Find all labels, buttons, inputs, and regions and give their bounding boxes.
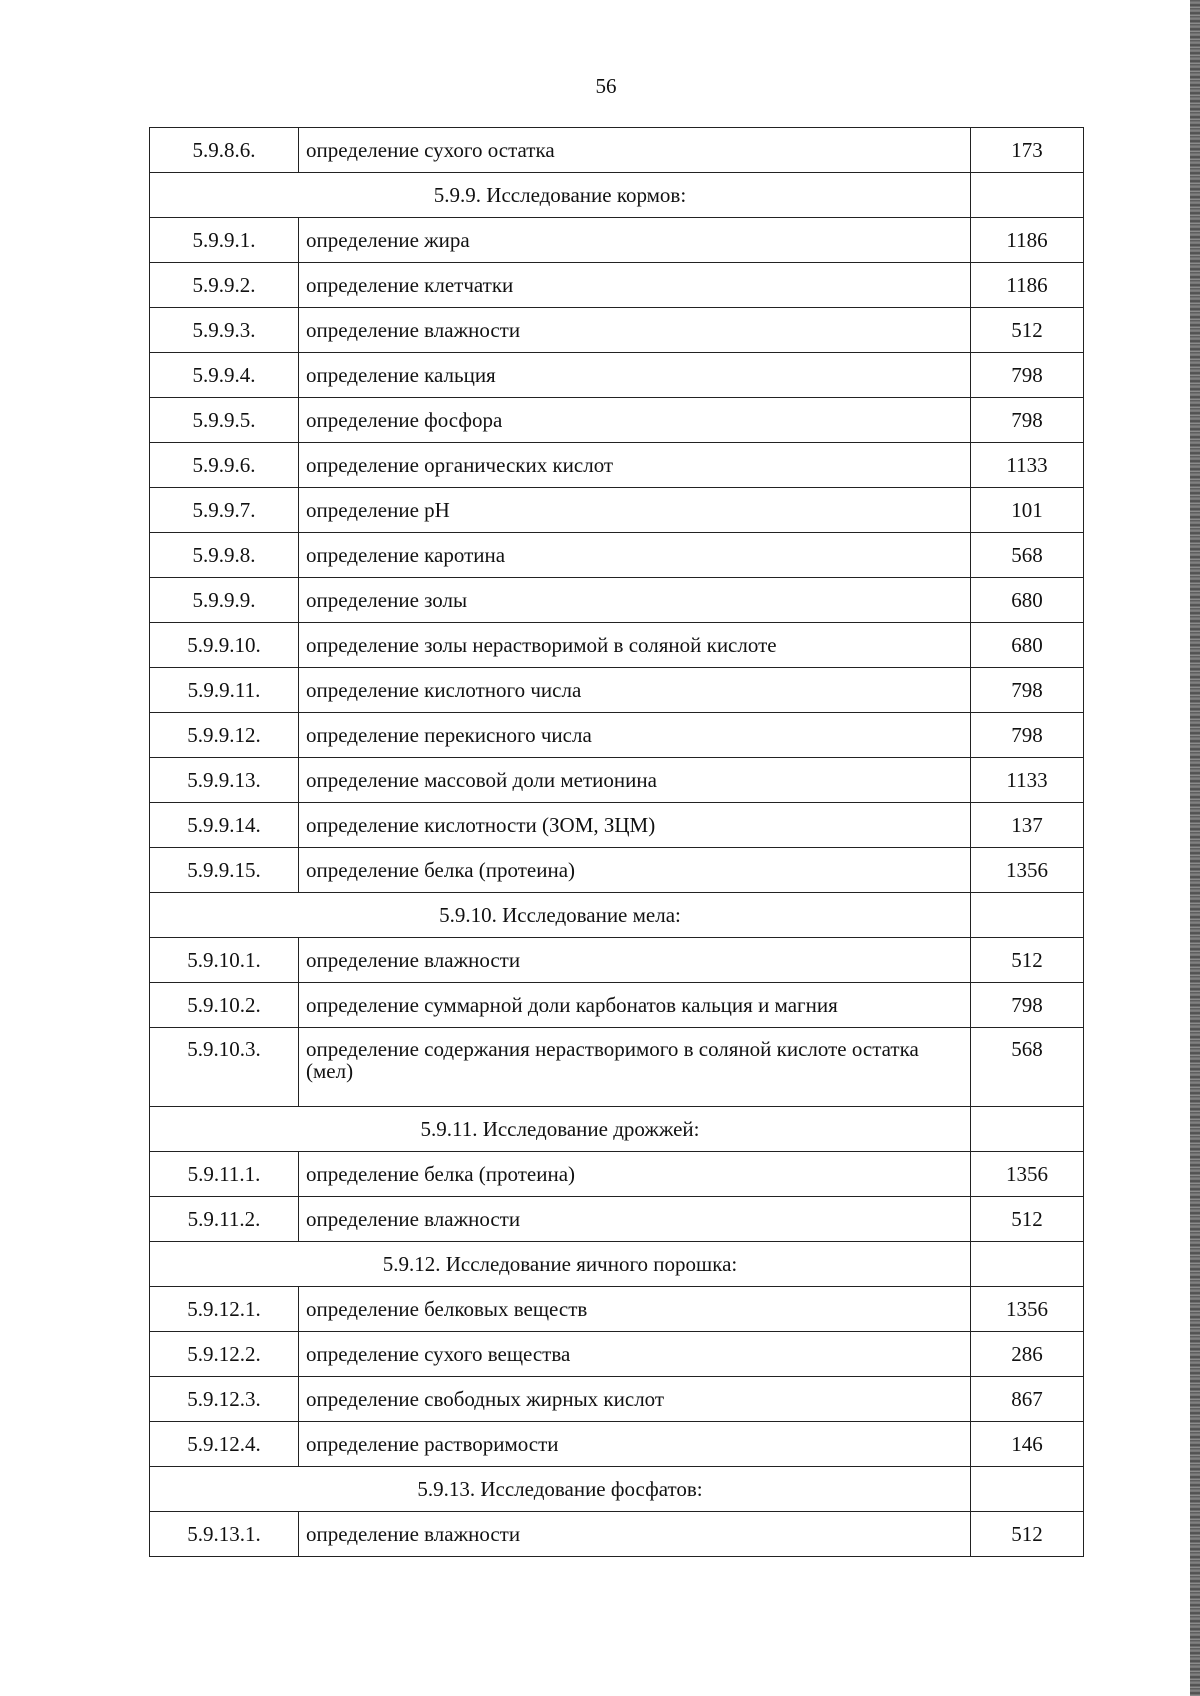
item-name: определение кислотности (ЗОМ, ЗЦМ) <box>299 803 971 848</box>
item-price: 867 <box>971 1377 1084 1422</box>
item-price: 568 <box>971 533 1084 578</box>
item-name: определение суммарной доли карбонатов кальция и магния <box>299 983 971 1028</box>
table-row <box>150 938 1084 983</box>
item-name: определение свободных жирных кислот <box>299 1377 971 1422</box>
item-price: 1356 <box>971 1287 1084 1332</box>
item-price: 798 <box>971 353 1084 398</box>
table-row <box>150 128 1084 173</box>
item-price: 101 <box>971 488 1084 533</box>
item-name: определение золы нерастворимой в соляной кислоте <box>299 623 971 668</box>
item-price: 798 <box>971 983 1084 1028</box>
item-name: определение сухого остатка <box>299 128 971 173</box>
section-row <box>150 1107 1084 1152</box>
table-row <box>150 1512 1084 1557</box>
item-name: определение сухого вещества <box>299 1332 971 1377</box>
item-name: определение влажности <box>299 1512 971 1557</box>
item-code: 5.9.9.12. <box>150 713 299 758</box>
item-price: 1133 <box>971 443 1084 488</box>
item-price: 680 <box>971 578 1084 623</box>
item-name: определение кислотного числа <box>299 668 971 713</box>
table-row <box>150 803 1084 848</box>
table-row <box>150 668 1084 713</box>
item-code: 5.9.9.9. <box>150 578 299 623</box>
item-name: определение золы <box>299 578 971 623</box>
item-name: определение клетчатки <box>299 263 971 308</box>
item-price: 512 <box>971 308 1084 353</box>
item-name: определение влажности <box>299 938 971 983</box>
item-code: 5.9.12.1. <box>150 1287 299 1332</box>
price-table <box>149 127 1084 1557</box>
item-code: 5.9.9.8. <box>150 533 299 578</box>
section-title: 5.9.13. Исследование фосфатов: <box>150 1467 971 1512</box>
item-price: 1133 <box>971 758 1084 803</box>
item-code: 5.9.12.4. <box>150 1422 299 1467</box>
item-code: 5.9.9.4. <box>150 353 299 398</box>
item-code: 5.9.9.11. <box>150 668 299 713</box>
item-price: 1356 <box>971 848 1084 893</box>
section-price-cell <box>971 1467 1084 1512</box>
item-code: 5.9.12.3. <box>150 1377 299 1422</box>
item-code: 5.9.8.6. <box>150 128 299 173</box>
item-name: определение влажности <box>299 1197 971 1242</box>
section-price-cell <box>971 173 1084 218</box>
item-code: 5.9.13.1. <box>150 1512 299 1557</box>
item-code: 5.9.9.3. <box>150 308 299 353</box>
page-number: 56 <box>595 74 617 98</box>
item-name: определение белка (протеина) <box>299 848 971 893</box>
item-code: 5.9.9.10. <box>150 623 299 668</box>
item-code: 5.9.9.14. <box>150 803 299 848</box>
table-row <box>150 1028 1084 1107</box>
item-price: 173 <box>971 128 1084 173</box>
table-row <box>150 1152 1084 1197</box>
item-price: 512 <box>971 938 1084 983</box>
item-code: 5.9.9.1. <box>150 218 299 263</box>
table-row <box>150 263 1084 308</box>
table-row <box>150 353 1084 398</box>
item-code: 5.9.9.13. <box>150 758 299 803</box>
table-row <box>150 533 1084 578</box>
table-row <box>150 983 1084 1028</box>
item-price: 798 <box>971 713 1084 758</box>
item-name: определение белка (протеина) <box>299 1152 971 1197</box>
section-title: 5.9.10. Исследование мела: <box>150 893 971 938</box>
item-price: 146 <box>971 1422 1084 1467</box>
section-row <box>150 1242 1084 1287</box>
item-name: определение массовой доли метионина <box>299 758 971 803</box>
item-code: 5.9.12.2. <box>150 1332 299 1377</box>
table-row <box>150 623 1084 668</box>
item-name: определение каротина <box>299 533 971 578</box>
table-row <box>150 848 1084 893</box>
section-price-cell <box>971 1107 1084 1152</box>
item-name: определение органических кислот <box>299 443 971 488</box>
item-price: 1186 <box>971 218 1084 263</box>
section-title: 5.9.11. Исследование дрожжей: <box>150 1107 971 1152</box>
section-price-cell <box>971 893 1084 938</box>
item-name: определение содержания нерастворимого в соляной кислоте остатка (мел) <box>299 1028 971 1107</box>
table-row <box>150 398 1084 443</box>
item-price: 286 <box>971 1332 1084 1377</box>
table-row <box>150 218 1084 263</box>
item-code: 5.9.10.3. <box>150 1028 299 1107</box>
item-code: 5.9.11.2. <box>150 1197 299 1242</box>
item-price: 1186 <box>971 263 1084 308</box>
item-code: 5.9.9.6. <box>150 443 299 488</box>
item-code: 5.9.9.2. <box>150 263 299 308</box>
item-name: определение перекисного числа <box>299 713 971 758</box>
table-row <box>150 308 1084 353</box>
item-price: 568 <box>971 1028 1084 1107</box>
item-price: 512 <box>971 1197 1084 1242</box>
table-row <box>150 1287 1084 1332</box>
section-title: 5.9.12. Исследование яичного порошка: <box>150 1242 971 1287</box>
section-price-cell <box>971 1242 1084 1287</box>
item-code: 5.9.11.1. <box>150 1152 299 1197</box>
item-name: определение жира <box>299 218 971 263</box>
item-name: определение растворимости <box>299 1422 971 1467</box>
table-row <box>150 1197 1084 1242</box>
table-row <box>150 443 1084 488</box>
scan-edge-strip <box>1190 0 1200 1696</box>
table-body <box>150 128 1084 1557</box>
item-name: определение белковых веществ <box>299 1287 971 1332</box>
item-price: 512 <box>971 1512 1084 1557</box>
item-price: 137 <box>971 803 1084 848</box>
item-price: 798 <box>971 668 1084 713</box>
table-row <box>150 1422 1084 1467</box>
table-row <box>150 758 1084 803</box>
table-row <box>150 488 1084 533</box>
item-code: 5.9.10.2. <box>150 983 299 1028</box>
item-name: определение кальция <box>299 353 971 398</box>
item-code: 5.9.9.15. <box>150 848 299 893</box>
item-code: 5.9.9.5. <box>150 398 299 443</box>
item-name: определение рН <box>299 488 971 533</box>
item-code: 5.9.9.7. <box>150 488 299 533</box>
section-row <box>150 893 1084 938</box>
item-code: 5.9.10.1. <box>150 938 299 983</box>
table-row <box>150 1377 1084 1422</box>
item-name: определение фосфора <box>299 398 971 443</box>
table-row <box>150 1332 1084 1377</box>
item-name: определение влажности <box>299 308 971 353</box>
item-price: 1356 <box>971 1152 1084 1197</box>
item-price: 680 <box>971 623 1084 668</box>
item-price: 798 <box>971 398 1084 443</box>
section-row <box>150 173 1084 218</box>
section-row <box>150 1467 1084 1512</box>
table-row <box>150 713 1084 758</box>
section-title: 5.9.9. Исследование кормов: <box>150 173 971 218</box>
table-row <box>150 578 1084 623</box>
